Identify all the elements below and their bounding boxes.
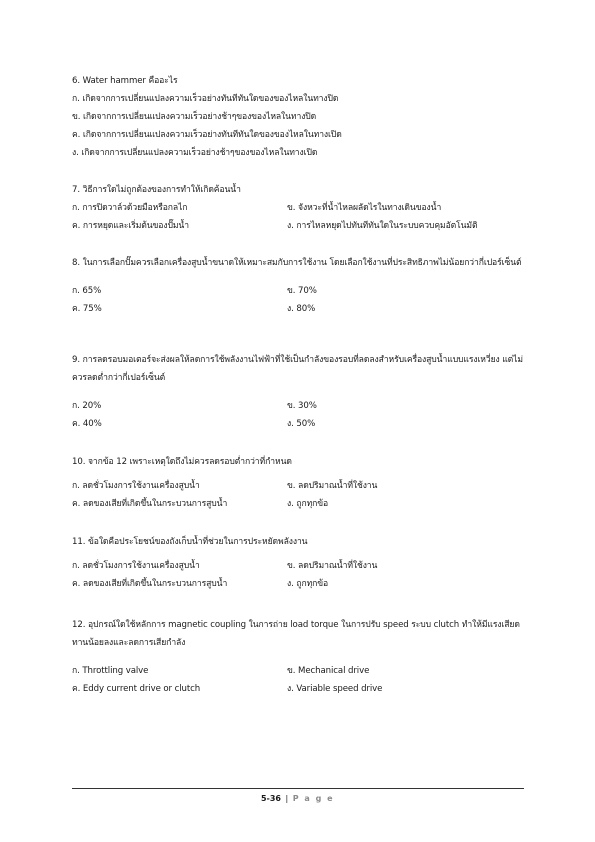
question-text: 9. การลดรอบมอเตอร์จะส่งผลให้ลดการใช้พลังงานไฟฟ้าที่ใช้เป็นกำลังของรอบที่ลดลงสำหรับเครื่องสูบน้ำแบบแรงเหวี่ยง แต่ไม่ควรลดต่ำกว่ากี่เปอร์เซ็นต์ xyxy=(72,355,523,383)
answer-row xyxy=(72,415,532,433)
question-text: 7. วิธีการใดไม่ถูกต้องของการทำให้เกิดค้อนน้ำ xyxy=(72,185,241,195)
answer-option: ง. เกิดจากการเปลี่ยนแปลงความเร็วอย่างช้าๆของของไหลในทางเปิด xyxy=(72,148,318,158)
answer-row xyxy=(72,662,532,680)
footer-separator: | xyxy=(285,794,289,803)
answer-option: ข. จังหวะที่น้ำไหลผลัดไรในทางเดินของน้ำ xyxy=(287,203,442,213)
answer-option: ก. 65% xyxy=(72,286,102,296)
answer-option: ก. ลดชั่วโมงการใช้งานเครื่องสูบน้ำ xyxy=(72,561,200,571)
answer-option: ก. Throttling valve xyxy=(72,666,149,676)
question-8 xyxy=(72,254,532,318)
answer-option: ค. การหยุดและเริ่มต้นของปั๊มน้ำ xyxy=(72,221,189,231)
answer-row xyxy=(72,217,532,235)
question-10 xyxy=(72,453,532,513)
answer-option: ข. 30% xyxy=(287,401,317,411)
answer-row xyxy=(72,282,532,300)
answer-option: ข. เกิดจากการเปลี่ยนแปลงความเร็วอย่างช้าๆของของไหลในทางปิด xyxy=(72,112,317,122)
answer-row xyxy=(72,397,532,415)
answer-option: ก. เกิดจากการเปลี่ยนแปลงความเร็วอย่างทันทีทันใดของของไหลในทางปิด xyxy=(72,94,339,104)
footer-divider xyxy=(72,788,524,789)
question-text: 8. ในการเลือกปั๊มควรเลือกเครื่องสูบน้ำขนาดให้เหมาะสมกับการใช้งาน โดยเลือกใช้งานที่ประสิทธิภาพไม่น้อยกว่ากี่เปอร์เซ็นต์ xyxy=(72,258,522,268)
question-9 xyxy=(72,351,532,433)
question-6 xyxy=(72,72,532,162)
answer-option: ข. 70% xyxy=(287,286,317,296)
answer-row xyxy=(72,477,532,495)
answer-row xyxy=(72,300,532,318)
answer-row xyxy=(72,557,532,575)
answer-option: ค. เกิดจากการเปลี่ยนแปลงความเร็วอย่างทันทีทันใดของของไหลในทางเปิด xyxy=(72,130,342,140)
answer-option: ค. ลดของเสียที่เกิดขึ้นในกระบวนการสูบน้ำ xyxy=(72,499,228,509)
answer-row xyxy=(72,199,532,217)
answer-option: ค. 40% xyxy=(72,419,102,429)
answer-row xyxy=(72,495,532,513)
answer-row xyxy=(72,680,532,698)
answer-option: ก. การปิดวาล์วด้วยมือหรือกลไก xyxy=(72,203,188,213)
answer-option: ง. ถูกทุกข้อ xyxy=(287,579,329,589)
answer-option: ก. ลดชั่วโมงการใช้งานเครื่องสูบน้ำ xyxy=(72,481,200,491)
answer-option: ง. Variable speed drive xyxy=(287,684,383,694)
question-11 xyxy=(72,533,532,593)
answer-option: ค. 75% xyxy=(72,304,102,314)
page-number: 5-36 xyxy=(260,794,281,803)
question-text: 12. อุปกรณ์ใดใช้หลักการ magnetic coupling ในการถ่าย load torque ในการปรับ speed ระบบ clutch ทำให้มีแรงเสียดทานน้อยลงและลดการเสียกำลัง xyxy=(72,620,520,648)
answer-row xyxy=(72,575,532,593)
question-text: 11. ข้อใดคือประโยชน์ของถังเก็บน้ำที่ช่วยในการประหยัดพลังงาน xyxy=(72,537,308,547)
answer-option: ง. 80% xyxy=(287,304,316,314)
answer-option: ก. 20% xyxy=(72,401,102,411)
answer-option: ง. ถูกทุกข้อ xyxy=(287,499,329,509)
answer-option: ค. ลดของเสียที่เกิดขึ้นในกระบวนการสูบน้ำ xyxy=(72,579,228,589)
question-7 xyxy=(72,181,532,235)
question-text: 6. Water hammer คืออะไร xyxy=(72,76,178,86)
answer-option: ข. Mechanical drive xyxy=(287,666,370,676)
page-label: P a g e xyxy=(292,794,335,803)
answer-option: ค. Eddy current drive or clutch xyxy=(72,684,201,694)
answer-option: ข. ลดปริมาณน้ำที่ใช้งาน xyxy=(287,561,378,571)
page-footer xyxy=(0,794,595,803)
question-text: 10. จากข้อ 12 เพราะเหตุใดถึงไม่ควรลดรอบต่ำกว่าที่กำหนด xyxy=(72,457,292,467)
answer-option: ง. 50% xyxy=(287,419,316,429)
answer-option: ข. ลดปริมาณน้ำที่ใช้งาน xyxy=(287,481,378,491)
answer-option: ง. การไหลหยุดไปทันทีทันใดในระบบควบคุมอัตโนมัติ xyxy=(287,221,478,231)
question-12 xyxy=(72,616,532,698)
